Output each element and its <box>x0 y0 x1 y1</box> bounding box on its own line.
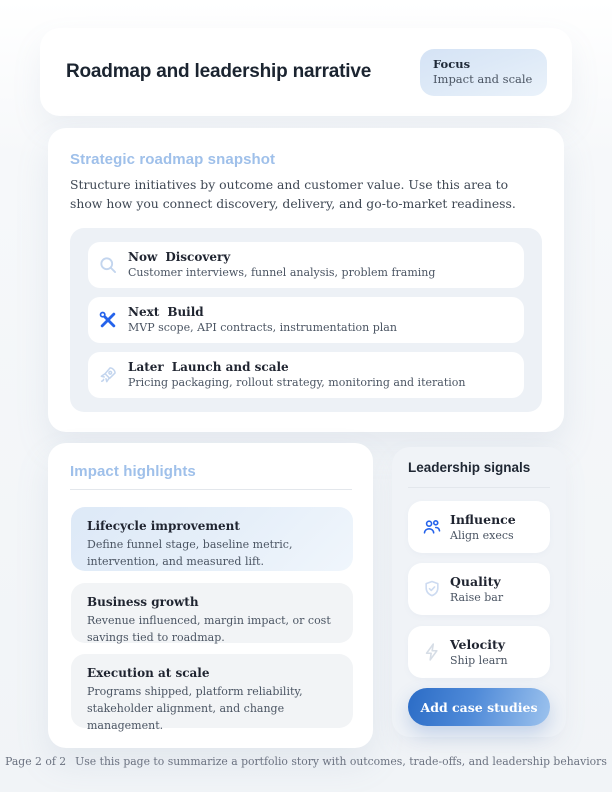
signal-card-velocity <box>408 626 550 678</box>
roadmap-row-detail: Customer interviews, funnel analysis, problem framing <box>128 266 436 279</box>
users-icon <box>422 517 442 537</box>
roadmap-row-detail: MVP scope, API contracts, instrumentation plan <box>128 321 397 334</box>
roadmap-row-title: Now Discovery <box>128 250 231 264</box>
signals-divider <box>408 487 550 488</box>
signal-card-influence <box>408 501 550 553</box>
impact-item-detail: Revenue influenced, margin impact, or cost savings tied to roadmap. <box>87 614 331 644</box>
roadmap-row-now <box>88 242 524 288</box>
tools-icon <box>98 310 118 330</box>
signal-title: Influence <box>450 511 516 527</box>
impact-item-title: Business growth <box>87 595 199 609</box>
focus-badge <box>420 49 547 96</box>
rocket-icon <box>98 365 118 385</box>
hero-card <box>40 28 572 116</box>
shield-check-icon <box>422 579 442 599</box>
roadmap-rows-panel <box>70 228 542 412</box>
impact-section-title: Impact highlights <box>70 463 196 480</box>
focus-badge-value: Impact and scale <box>433 71 533 86</box>
impact-highlights-card <box>48 443 373 748</box>
signal-card-quality <box>408 563 550 615</box>
signal-detail: Raise bar <box>450 590 504 604</box>
search-icon <box>98 255 118 275</box>
leadership-signals-panel <box>392 447 566 737</box>
page-title: Roadmap and leadership narrative <box>66 61 372 82</box>
footer-page-number: Page 2 of 2 <box>5 755 67 768</box>
footer-note: Use this page to summarize a portfolio story with outcomes, trade-offs, and leadership behaviors <box>75 755 607 768</box>
signal-title: Velocity <box>450 636 505 652</box>
bolt-icon <box>422 642 442 662</box>
roadmap-description: Structure initiatives by outcome and customer value. Use this area to show how you connect discovery, delivery, and go-to-market readiness. <box>70 177 516 211</box>
impact-item-detail: Define funnel stage, baseline metric, intervention, and measured lift. <box>87 538 293 568</box>
impact-item-growth <box>71 583 353 643</box>
signals-section-title: Leadership signals <box>408 460 531 475</box>
signal-detail: Align execs <box>450 528 514 542</box>
page-footer <box>0 755 612 768</box>
impact-item-detail: Programs shipped, platform reliability, stakeholder alignment, and change management. <box>87 685 303 732</box>
impact-item-execution <box>71 654 353 732</box>
roadmap-row-next <box>88 297 524 343</box>
signal-detail: Ship learn <box>450 653 508 667</box>
impact-item-lifecycle <box>71 507 353 571</box>
roadmap-row-title: Next Build <box>128 305 204 319</box>
roadmap-snapshot-card <box>48 128 564 432</box>
roadmap-row-detail: Pricing packaging, rollout strategy, monitoring and iteration <box>128 376 466 389</box>
roadmap-section-title: Strategic roadmap snapshot <box>70 151 276 168</box>
impact-divider <box>70 489 352 490</box>
impact-item-title: Lifecycle improvement <box>87 519 240 533</box>
roadmap-row-later <box>88 352 524 398</box>
add-case-studies-button[interactable]: Add case studies <box>408 688 550 726</box>
focus-badge-label: Focus <box>433 56 471 71</box>
signal-title: Quality <box>450 573 501 589</box>
impact-item-title: Execution at scale <box>87 666 210 680</box>
roadmap-row-title: Later Launch and scale <box>128 360 289 374</box>
